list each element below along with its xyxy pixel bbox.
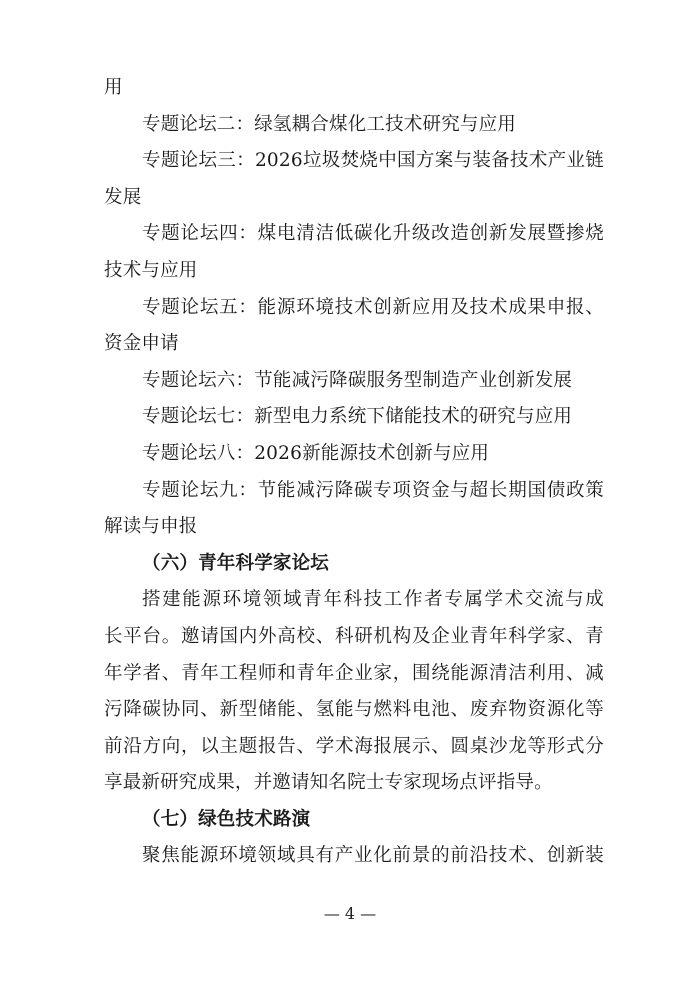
forum-item-2: 专题论坛二：绿氢耦合煤化工技术研究与应用 bbox=[142, 113, 517, 135]
forum-item-3: 专题论坛三：2026垃圾焚烧中国方案与装备技术产业链 bbox=[142, 150, 604, 172]
forum-item-5-cont: 资金申请 bbox=[104, 333, 179, 355]
forum-item-9: 专题论坛九：节能减污降碳专项资金与超长期国债政策 bbox=[142, 479, 604, 501]
forum-item-8: 专题论坛八：2026新能源技术创新与应用 bbox=[142, 442, 490, 464]
paragraph-line: 享最新研究成果，并邀请知名院士专家现场点评指导。 bbox=[104, 772, 553, 794]
section-heading-six: （六）青年科学家论坛 bbox=[142, 552, 330, 574]
paragraph-line: 前沿方向，以主题报告、学术海报展示、圆桌沙龙等形式分 bbox=[104, 735, 604, 757]
forum-item-9-cont: 解读与申报 bbox=[104, 516, 198, 538]
forum-item-4-cont: 技术与应用 bbox=[104, 259, 198, 281]
paragraph-line: 年学者、青年工程师和青年企业家，围绕能源清洁利用、减 bbox=[104, 662, 604, 684]
paragraph-line: 污降碳协同、新型储能、氢能与燃料电池、废弃物资源化等 bbox=[104, 699, 604, 721]
forum-item-5: 专题论坛五：能源环境技术创新应用及技术成果申报、 bbox=[142, 296, 604, 318]
paragraph-line: 长平台。邀请国内外高校、科研机构及企业青年科学家、青 bbox=[104, 625, 604, 647]
forum-item-4: 专题论坛四：煤电清洁低碳化升级改造创新发展暨掺烧 bbox=[142, 223, 604, 245]
paragraph-line: 聚焦能源环境领域具有产业化前景的前沿技术、创新装 bbox=[142, 845, 604, 867]
page-number: — 4 — bbox=[323, 904, 377, 923]
document-body bbox=[104, 70, 604, 875]
section-heading-seven: （七）绿色技术路演 bbox=[142, 808, 311, 830]
forum-item-3-cont: 发展 bbox=[104, 186, 142, 208]
forum-item-6: 专题论坛六：节能减污降碳服务型制造产业创新发展 bbox=[142, 369, 573, 391]
forum-item-7: 专题论坛七：新型电力系统下储能技术的研究与应用 bbox=[142, 406, 573, 428]
text-line: 用 bbox=[104, 77, 123, 98]
paragraph-line: 搭建能源环境领域青年科技工作者专属学术交流与成 bbox=[142, 589, 604, 611]
